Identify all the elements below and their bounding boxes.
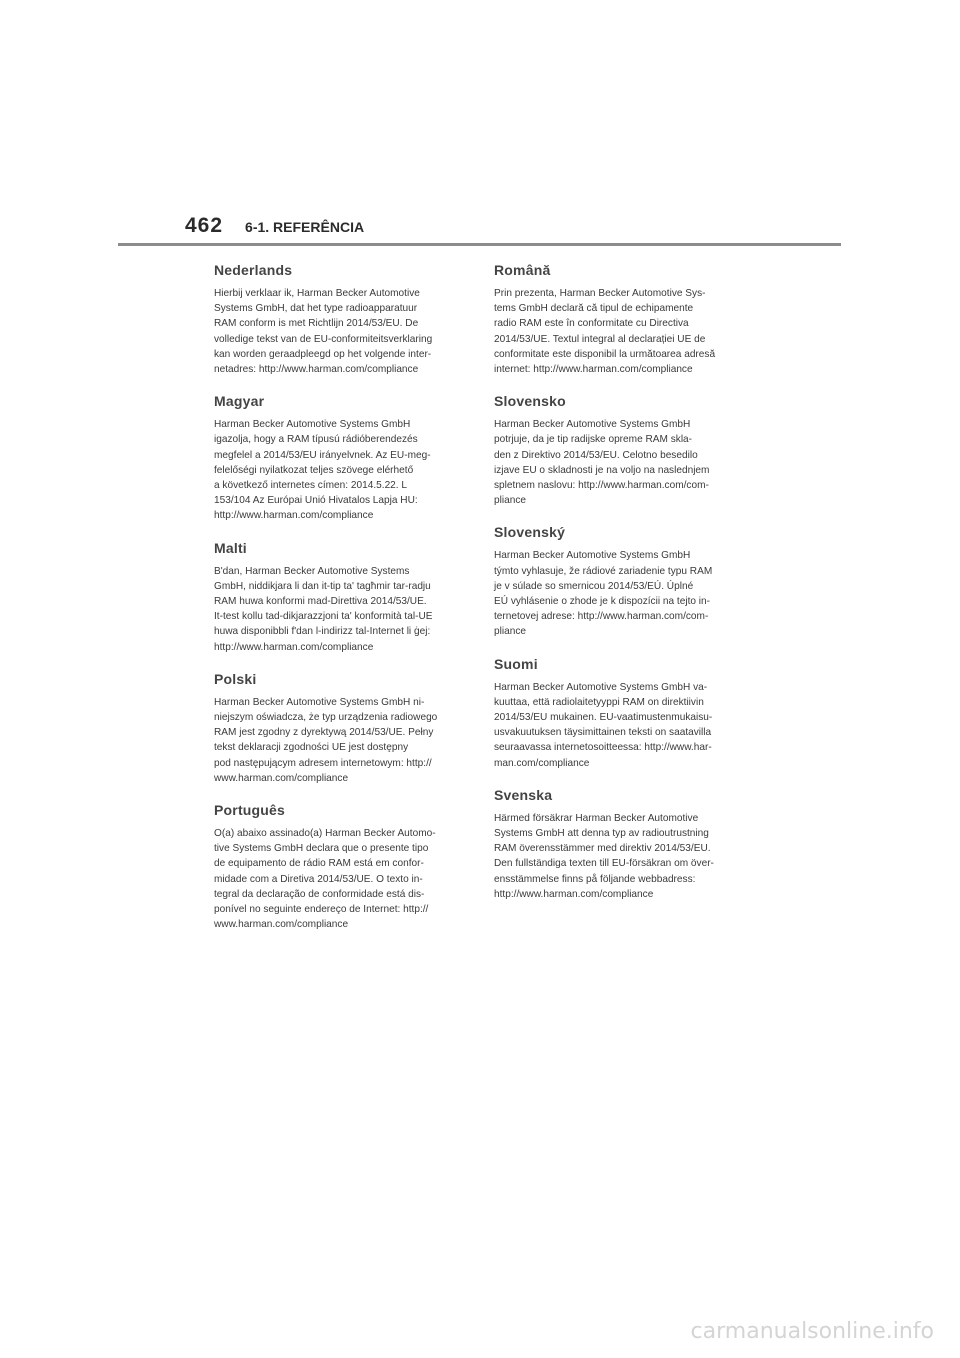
section-romana [494,262,746,377]
left-column [214,262,466,949]
section-title: Slovensko [494,393,566,410]
section-body: O(a) abaixo assinado(a) Harman Becker Automo- tive Systems GmbH declara que o presente tipo de equipamento de rádio RAM está em confor- midade com a Diretiva 2014/53/UE. O texto in- tegral da declaração de conformidade está dis- ponível no seguinte endereço de Internet: http:// www.harman.com/compliance [214,828,436,931]
section-slovensko [494,393,746,508]
section-body: Harman Becker Automotive Systems GmbH ni- niejszym oświadcza, że typ urządzenia radiowego RAM jest zgodny z dyrektywą 2014/53/UE. Pełny tekst deklaracji zgodności UE jest dostępny pod następującym adresem internetowym: http:// www.harman.com/compliance [214,696,438,784]
section-malti [214,540,466,655]
section-polski [214,671,466,786]
section-title: Suomi [494,655,538,672]
section-suomi [494,656,746,771]
section-body: Harman Becker Automotive Systems GmbH potrjuje, da je tip radijske opreme RAM skla- den z Direktivo 2014/53/EU. Celotno besedilo izjave EU o skladnosti je na voljo na naslednjem spletnem naslovu: http://www.harman.com/com- pliance [494,419,710,507]
section-title: Português [214,802,286,819]
section-svenska [494,787,746,902]
section-title: Nederlands [214,262,293,278]
section-body: Hierbij verklaar ik, Harman Becker Automotive Systems GmbH, dat het type radioapparatuur RAM conform is met Richtlijn 2014/53/EU. De volledige tekst van de EU-conformiteitsverklaring kan worden geraadpleegd op het volgende inter- netadres: http://www.harman.com/compliance [214,288,433,376]
chapter-title: 6-1. REFERÊNCIA [245,219,365,235]
section-title: Magyar [214,393,265,410]
section-nederlands [214,262,466,377]
section-body: Prin prezenta, Harman Becker Automotive Sys- tems GmbH declară că tipul de echipamente radio RAM este în conformitate cu Directiva 2014/53/UE. Textul integral al declarației UE de conformitate este disponibil la următoarea adresă internet: http://www.harman.com/compliance [494,288,716,376]
section-slovensky [494,524,746,639]
section-magyar [214,393,466,523]
section-title: Slovenský [494,524,566,541]
section-body: Harman Becker Automotive Systems GmbH týmto vyhlasuje, že rádiové zariadenie typu RAM je v súlade so smernicou 2014/53/EÚ. Úplné EÚ vyhlásenie o zhode je k dispozícii na tejto in- ternetovej adrese: http://www.harman.com/com- pliance [494,550,713,638]
section-title: Svenska [494,786,553,803]
header-divider [118,243,841,246]
section-body: Härmed försäkrar Harman Becker Automotive Systems GmbH att denna typ av radioutrustning RAM överensstämmer med direktiv 2014/53/EU. Den fullständiga texten till EU-försäkran om över- ensstämmelse finns på följande webbadress: http://www.harman.com/compliance [494,812,714,900]
page-header [185,214,364,244]
section-body: B'dan, Harman Becker Automotive Systems GmbH, niddikjara li dan it-tip ta' tagħmir tar-radju RAM huwa konformi mad-Direttiva 2014/53/UE. It-test kollu tad-dikjarazzjoni ta' konformità tal-UE huwa disponibbli f'dan l-indirizz tal-Internet li ġej: http://www.harman.com/compliance [214,565,433,653]
section-body: Harman Becker Automotive Systems GmbH igazolja, hogy a RAM típusú rádióberendezés megfelel a 2014/53/EU irányelvnek. Az EU-meg- felelőségi nyilatkozat teljes szövege elérhető a következő internetes címen: 2014.5.22. L 153/104 Az Európai Unió Hivatalos Lapja HU: http://www.harman.com/compliance [214,419,431,522]
section-title: Polski [214,670,257,687]
section-body: Harman Becker Automotive Systems GmbH va- kuuttaa, että radiolaitetyyppi RAM on direktiivin 2014/53/EU mukainen. EU-vaatimustenmukaisu- usvakuutuksen täysimittainen teksti on saatavilla seuraavassa internetosoitteessa: http://www.har- man.com/compliance [494,681,713,769]
section-title: Română [494,262,551,278]
watermark: carmanualsonline.info [690,1319,934,1344]
right-column [494,262,746,918]
page-number: 462 [185,214,224,237]
section-title: Malti [214,539,247,556]
section-portugues [214,802,466,932]
